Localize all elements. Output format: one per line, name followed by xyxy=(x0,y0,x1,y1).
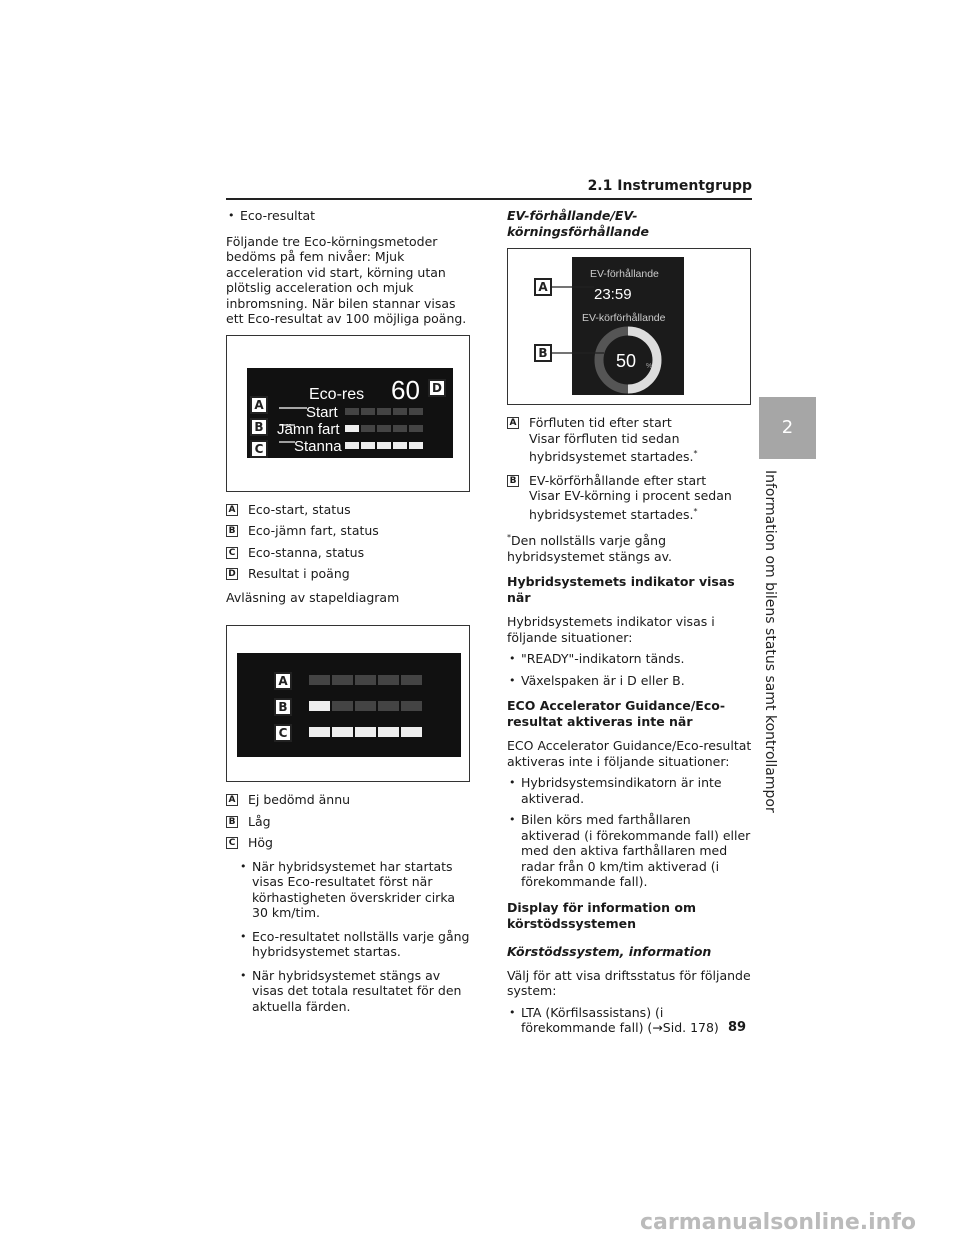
badge-b: B xyxy=(274,698,292,716)
key-item xyxy=(226,502,472,518)
ev-leader-lines xyxy=(508,249,752,406)
eco-screen xyxy=(247,368,453,458)
footnote-mark: * xyxy=(693,449,698,458)
eco-bars-stop xyxy=(345,442,423,449)
key-line-text: hybridsystemet startades. xyxy=(529,449,694,465)
ev-time: 23:59 xyxy=(594,286,632,303)
key-item xyxy=(226,566,472,582)
key-line: Visar förfluten tid sedan xyxy=(529,430,680,446)
bar-screen xyxy=(237,653,461,757)
ev-ratio-label: EV-förhållande xyxy=(590,268,659,280)
intro-paragraph: Följande tre Eco-körningsmetoder bedöms på fem nivåer: Mjuk acceleration vid start, körning utan plötslig acceleration och mjuk inbromsning. När bilen stannar visas ett Eco-resultat av 100 möjliga poäng. xyxy=(226,233,467,326)
key-text: Låg xyxy=(248,813,271,829)
left-column xyxy=(226,208,472,1014)
section-title: 2.1 Instrumentgrupp xyxy=(587,178,752,194)
key-badge: A xyxy=(226,794,238,806)
key-text: Eco-start, status xyxy=(248,501,351,517)
eco-bullet: • Bilen körs med farthållaren aktiverad (i förekommande fall) eller med den aktiva farthållaren med radar från 0 km/tim aktiverad (i förekommande fall). xyxy=(507,812,753,890)
support-paragraph: Välj för att visa driftsstatus för följande system: xyxy=(507,967,751,999)
key-item xyxy=(226,523,472,539)
eco-score: 60 xyxy=(391,374,420,405)
badge-c: C xyxy=(274,724,292,742)
eco-bars-even xyxy=(345,425,423,432)
key-item xyxy=(226,792,472,808)
key-line-last xyxy=(529,446,697,465)
eco-paragraph: ECO Accelerator Guidance/Eco-resultat aktiveras inte i följande situationer: xyxy=(507,738,752,769)
badge-a: A xyxy=(274,672,292,690)
key-line: Visar EV-körning i procent sedan xyxy=(529,488,732,504)
key-text xyxy=(529,415,697,465)
key-line: Förfluten tid efter start xyxy=(529,415,672,430)
badge-b: B xyxy=(534,344,552,362)
indicator-paragraph: Hybridsystemets indikator visas i följande situationer: xyxy=(507,614,715,645)
footnote-text: Den nollställs varje gång hybridsystemet stängs av. xyxy=(507,533,673,564)
key-badge: D xyxy=(226,568,238,580)
bar-screen-graphic xyxy=(237,653,461,757)
eco-bullet: • Hybridsystemsindikatorn är inte aktiverad. xyxy=(507,775,753,806)
key-text: Hög xyxy=(248,835,273,850)
display-heading: Display för information om körstödssystemen xyxy=(507,899,696,931)
footnote-mark: * xyxy=(693,506,698,516)
page-number: 89 xyxy=(728,1020,747,1035)
eco-heading: ECO Accelerator Guidance/Eco-resultat aktiveras inte när xyxy=(507,698,726,730)
chapter-number: 2 xyxy=(781,417,794,438)
eco-title: Eco-res xyxy=(309,385,365,403)
key-line: EV-körförhållande efter start xyxy=(529,472,707,488)
bar-reading-label: Avläsning av stapeldiagram xyxy=(226,589,400,605)
key-badge: A xyxy=(226,504,238,516)
ev-percent-value: 50 xyxy=(616,351,637,371)
key-badge: C xyxy=(226,837,238,849)
bullet-eco-result: • Eco-resultat xyxy=(226,208,472,224)
badge-c: C xyxy=(250,440,268,458)
eco-result-figure xyxy=(226,335,470,492)
eco-row-start: Start xyxy=(306,403,338,421)
support-bullet: • LTA (Körfilsassistans) (i förekommande fall) (→Sid. 178) xyxy=(507,1005,753,1036)
key-item-a xyxy=(507,415,753,465)
eco-screen-graphic xyxy=(247,368,453,458)
bars-not-rated xyxy=(309,675,422,685)
eco-row-stop: Stanna xyxy=(294,437,342,455)
ev-drive-label: EV-körförhållande xyxy=(582,312,666,324)
key-item xyxy=(226,814,472,830)
key-text: Resultat i poäng xyxy=(248,566,350,581)
bars-high xyxy=(309,727,422,737)
badge-d: D xyxy=(428,379,446,397)
badge-a: A xyxy=(250,396,268,414)
footnote-mark: * xyxy=(507,533,511,543)
right-column xyxy=(507,208,753,1036)
ev-ratio-figure xyxy=(507,248,751,405)
ev-percent-sign: % xyxy=(646,363,653,370)
indicator-bullet: • Växelspaken är i D eller B. xyxy=(507,673,753,689)
indicator-bullet: • "READY"-indikatorn tänds. xyxy=(507,651,753,667)
key-line-text: hybridsystemet startades. xyxy=(529,506,694,522)
note-bullet: • När hybridsystemet stängs av visas det totala resultatet för den aktuella färden. xyxy=(226,968,472,1015)
key-badge: B xyxy=(226,816,238,828)
key-line-last xyxy=(529,504,732,523)
eco-row-even: Jämn fart xyxy=(277,420,340,438)
key-item-b xyxy=(507,473,753,523)
footnote xyxy=(507,530,753,564)
key-item xyxy=(226,835,472,851)
bars-low xyxy=(309,701,422,711)
key-list-2 xyxy=(226,792,472,851)
indicator-heading: Hybridsystemets indikator visas när xyxy=(507,574,735,606)
ev-heading: EV-förhållande/EV-körningsförhållande xyxy=(507,208,649,239)
key-badge: B xyxy=(507,475,519,487)
page-header xyxy=(226,178,752,200)
key-text: Ej bedömd ännu xyxy=(248,792,351,807)
note-bullet: • Eco-resultatet nollställs varje gång hybridsystemet startas. xyxy=(226,929,472,960)
support-heading: Körstödssystem, information xyxy=(507,943,712,959)
chapter-tab xyxy=(759,397,816,459)
bar-chart-figure xyxy=(226,625,470,782)
badge-b: B xyxy=(250,418,268,436)
key-item xyxy=(226,545,472,561)
key-text: Eco-jämn fart, status xyxy=(248,523,379,538)
key-list-1 xyxy=(226,502,472,582)
key-badge: C xyxy=(226,547,238,559)
key-text: Eco-stanna, status xyxy=(248,544,365,560)
key-text xyxy=(529,473,732,523)
key-badge: B xyxy=(226,525,238,537)
eco-bars-start xyxy=(345,408,423,415)
watermark: carmanualsonline.info xyxy=(640,1210,916,1235)
badge-a: A xyxy=(534,278,552,296)
chapter-label-text: Information om bilens status samt kontrollampor xyxy=(762,470,778,813)
key-badge: A xyxy=(507,417,519,429)
note-bullet: • När hybridsystemet har startats visas Eco-resultatet först när körhastigheten överskrider cirka 30 km/tim. xyxy=(226,859,472,921)
chapter-label xyxy=(762,470,788,813)
